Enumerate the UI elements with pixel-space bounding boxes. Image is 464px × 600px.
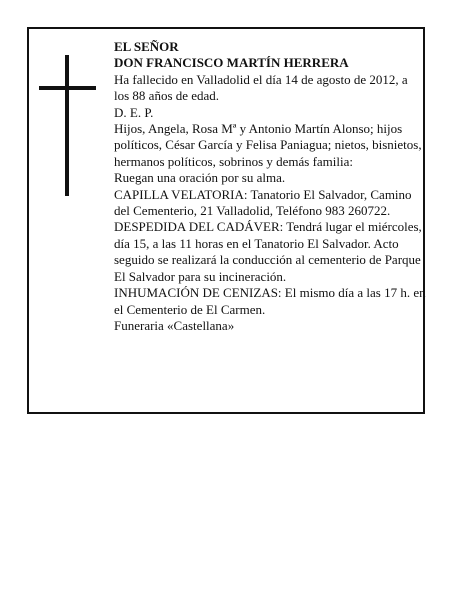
deceased-name: DON FRANCISCO MARTÍN HERRERA [114,55,349,71]
farewell-info: DESPEDIDA DEL CADÁVER: Tendrá lugar el miércoles, día 15, a las 11 horas en el Tanatorio El Salvador. Acto seguido se realizará la conducción al cementerio de Parque El Salvador para su incineración. [114,219,422,284]
chapel-info: CAPILLA VELATORIA: Tanatorio El Salvador, Camino del Cementerio, 21 Valladolid, Teléfono 983 260722. [114,186,412,219]
obituary-text [114,39,426,334]
funeral-home: Funeraria «Castellana» [114,317,235,333]
cross-vertical-bar [65,55,69,196]
death-info: Ha fallecido en Valladolid el día 14 de agosto de 2012, a los 88 años de edad. [114,71,408,104]
ashes-info: INHUMACIÓN DE CENIZAS: El mismo día a las 17 h. en el Cementerio de El Carmen. [114,285,426,317]
family-list: Hijos, Angela, Rosa Mª y Antonio Martín Alonso; hijos políticos, César García y Felisa Paniagua; nietos, bisnietos, hermanos políticos, sobrinos y demás familia: [114,121,422,169]
cross-horizontal-bar [39,86,96,90]
prayer-request: Ruegan una oración por su alma. [114,170,286,186]
rip-text: D. E. P. [114,104,154,120]
title-line-1: EL SEÑOR [114,39,179,54]
